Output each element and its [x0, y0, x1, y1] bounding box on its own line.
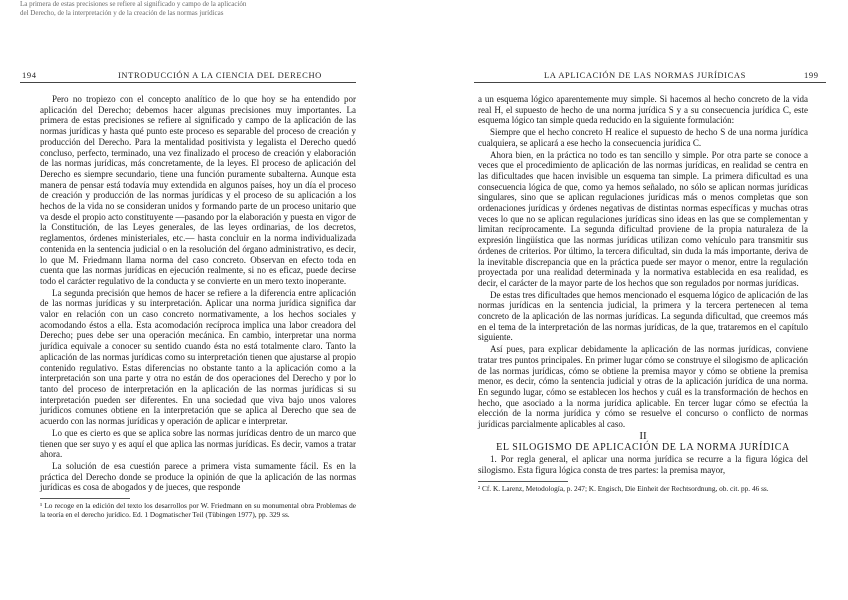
right-paragraph-5: Así pues, para explicar debidamente la aplicación de las normas jurídicas, conviene tratar tres puntos principales. En primer lugar cómo se construye el silogismo de aplicación de las normas jurídicas, cómo se obtiene la premisa mayor y cómo se obtiene la premisa menor, es decir, cómo la sentencia judicial y otras de la aplicación jurídica de una norma. En segundo lugar, cómo se establecen los hechos y cuál es la transformación de hechos en hecho, que asociado a la norma jurídica aplicable. En tercer lugar cómo se efectúa la elección de la norma jurídica y cómo se resuelve el concurso o conflicto de normas jurídicas parcialmente aplicables al caso.: [478, 344, 808, 430]
right-footnote: ² Cf. K. Larenz, Metodología, p. 247; K. Engisch, Die Einheit der Rechtsordnung, ob. cit. pp. 46 ss.: [478, 483, 769, 493]
right-paragraph-3: Ahora bien, en la práctica no todo es tan sencillo y simple. Por otra parte se conoce a veces que el procedimiento de aplicación de las normas jurídicas, en realidad se centra en las dificultades que hacen invisible un esquema tan simple. La primera dificultad es una consecuencia lógica de que, como ya hemos señalado, no sólo se aplican normas jurídicas singulares, sino que se aplican regulaciones jurídicas más o menos completas que son ordenaciones jurídicas y órdenes negativas de distintas normas específicas y muchas otras veces lo que no se aplican regulaciones jurídicas sino ideas en las que se complementan y limitan recíprocamente. La segunda dificultad proviene de la propia naturaleza de la expresión lingüística que las normas jurídicas utilizan como vehículo para transmitir sus órdenes de criterios. Por último, la tercera dificultad, sin duda la más importante, deriva de la inevitable discrepancia que en la práctica puede ser mayor o menor, entre la regulación proyectada por una realidad determinada y la normativa establecida en esa realidad, es decir, el carácter de la mayor parte de los hechos que son regulados por normas jurídicas.: [478, 149, 808, 288]
right-page-body: [478, 94, 808, 494]
section-number: II: [639, 429, 647, 442]
right-footnote-rule: [478, 481, 568, 482]
right-header-rule: [474, 82, 826, 83]
left-paragraph-4: La solución de esa cuestión parece a primera vista sumamente fácil. Es en la práctica del Derecho donde se produce la opinión de que la aplicación de las normas jurídicas es cosa de abogados y de jueces, que responde: [40, 460, 356, 493]
right-paragraph-2: Siempre que el hecho concreto H realice el supuesto de hecho S de una norma jurídica cualquiera, se aplicará a ese hecho la consecuencia jurídica C.: [478, 127, 808, 148]
footnote-rule: [40, 498, 130, 499]
bleed-line-2: del Derecho, de la interpretación y de la creación de las normas jurídicas: [20, 9, 224, 17]
left-footnote: ¹ Lo recoge en la edición del texto los desarrollos por W. Friedmann en su monumental obra Problemas de la teoría en el derecho jurídico. Ed. 1 Dogmatischer Teil (Tübingen 1977), pp. 329 ss.: [40, 501, 356, 519]
right-running-title: LA APLICACIÓN DE LAS NORMAS JURÍDICAS: [544, 70, 746, 80]
left-paragraph-1: Pero no tropiezo con el concepto analítico de lo que hoy se ha entendido por aplicación del Derecho; debemos hacer algunas precisiones muy importantes. La primera de estas precisiones se refiere al significado y campo de la aplicación de las normas jurídicas y hasta qué punto este proceso es separable del proceso de creación y producción del Derecho. Para la mentalidad positivista y legalista el Derecho quedó concluso, perfecto, terminado, una vez finalizado el proceso de creación y elaboración de las normas jurídicas, más concretamente, de la leyes. El proceso de aplicación del Derecho es siempre secundario, tiene una función puramente subalterna. Aunque esta manera de pensar está todavía muy extendida en algunos países, hoy un día el proceso de creación y producción de las normas jurídicas y el proceso de su aplicación a los hechos de la vida no se consideran unidos y formando parte de un proceso unitario que va desde el propio acto constituyente —pasando por la elaboración y puesta en vigor de la Constitución, de las Leyes generales, de las leyes ordinarias, de los decretos, reglamentos, órdenes ministeriales, etc.— hasta concluir en la norma individualizada contenida en la sentencia judicial o en la resolución del órgano administrativo, es decir, lo que M. Friedmann llama norma del caso concreto. Observan en efecto toda en cuenta que las normas jurídicas en ejecución realmente, si no es eficaz, puede decirse todo el carácter regulativo de la conducta y se convierte en un mero texto inoperante.: [40, 94, 356, 286]
left-paragraph-3: Lo que es cierto es que se aplica sobre las normas jurídicas dentro de un marco que tienen que ser suyo y es aquí el que aplica las normas jurídicas. Es decir, vamos a tratar ahora.: [40, 427, 356, 460]
bleed-line-1: La primera de estas precisiones se refiere al significado y campo de la aplicación: [20, 0, 247, 8]
left-header-rule: [20, 82, 356, 83]
right-paragraph-4: De estas tres dificultades que hemos mencionado el esquema lógico de aplicación de las normas jurídicas en la sentencia judicial, la primera y la tercera pertenecen al tema concreto de la aplicación de las normas jurídicas. La segunda dificultad, que creemos más en el tema de la interpretación de las normas jurídicas, de la que, trataremos en el capítulo siguiente.: [478, 289, 808, 343]
section-title: EL SILOGISMO DE APLICACIÓN DE LA NORMA JURÍDICA: [496, 441, 790, 453]
left-page-body: [40, 94, 356, 520]
right-page-number: 199: [804, 70, 819, 80]
right-paragraph-1: a un esquema lógico aparentemente muy simple. Si hacemos al hecho concreto de la vida real H, el supuesto de hecho de una norma jurídica S y a su consecuencia jurídica C, este esquema lógico tan simple queda reducido en la siguiente formulación:: [478, 94, 808, 126]
left-running-title: INTRODUCCIÓN A LA CIENCIA DEL DERECHO: [118, 70, 322, 80]
right-paragraph-6: 1. Por regla general, el aplicar una norma jurídica se recurre a la figura lógica del silogismo. Esta figura lógica consta de tres partes: la premisa mayor,: [478, 454, 808, 475]
previous-page-bleed: [0, 0, 848, 36]
left-paragraph-2: La segunda precisión que hemos de hacer se refiere a la diferencia entre aplicación de las normas jurídicas y su interpretación. Aplicar una norma jurídica significa dar valor en relación con un caso concreto normativamente, a los hechos sociales y acomodando éstos a ella. Esta acomodación recíproca implica una labor creadora del Derecho; pues debe ser una operación mecánica. En cambio, interpretar una norma jurídica equivale a conocer su sentido cuando ésta no está totalmente claro. Tanto la aplicación de las normas jurídicas como su interpretación tienen que ajustarse al propio contenido regulativo. Estas diferencias no obstante tanto a la aplicación como a la interpretación son una parte y otra no están de dos operaciones del Derecho y por lo tanto del proceso de interpretación en la aplicación de las normas jurídicas si su interpretación pueden ser diferentes. En una sociedad que viva bajo unos valores jurídicos comunes obtiene en la interpretación que se aplica al Derecho que sea de acuerdo con las normas jurídicas y operación de aplicar e interpretar.: [40, 287, 356, 427]
left-page-number: 194: [22, 70, 37, 80]
